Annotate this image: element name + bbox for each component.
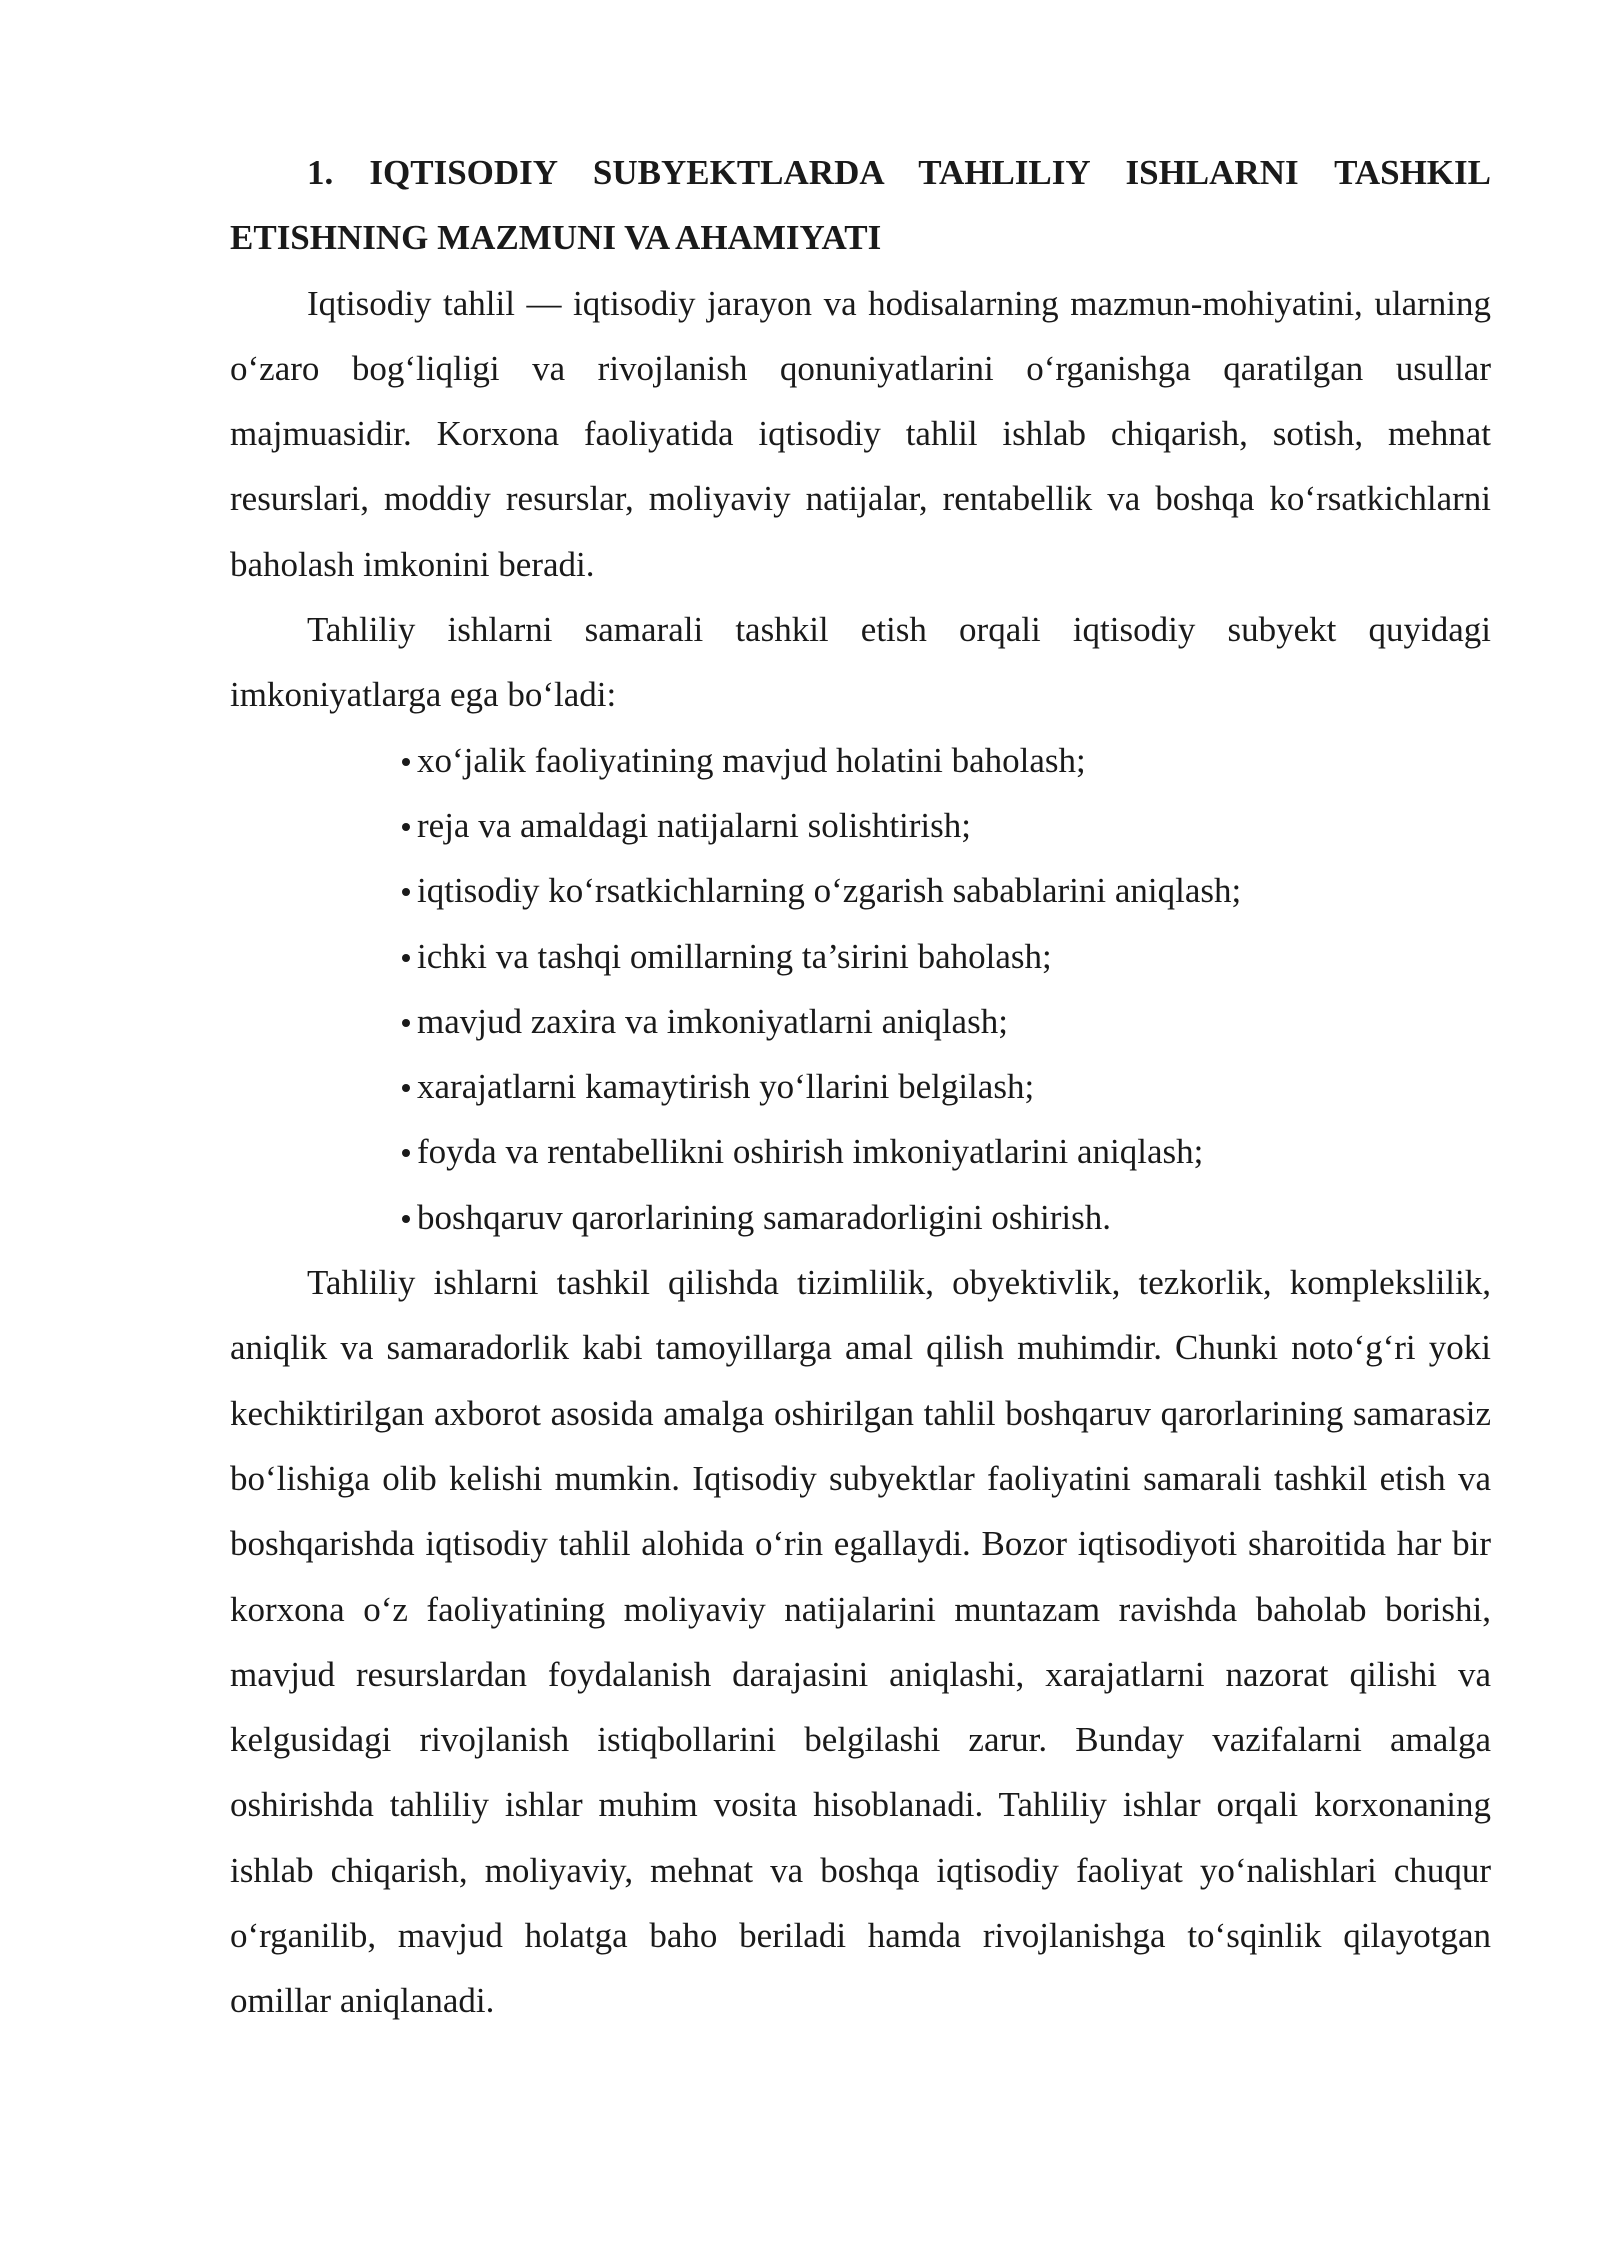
paragraph-intro-list: Tahliliy ishlarni samarali tashkil etish orqali iqtisodiy subyekt quyidagi imkoniyatlarga ega bo‘ladi: — [230, 610, 1491, 715]
bullet-icon — [402, 1019, 410, 1027]
list-item-text: ichki va tashqi omillarning ta’sirini baholash; — [417, 936, 1052, 976]
bullet-icon — [402, 954, 410, 962]
bullet-icon — [402, 1084, 410, 1092]
list-item — [402, 858, 1491, 923]
list-item-text: foyda va rentabellikni oshirish imkoniyatlarini aniqlash; — [417, 1132, 1204, 1172]
list-item-text: mavjud zaxira va imkoniyatlarni aniqlash; — [417, 1001, 1008, 1041]
list-item — [402, 924, 1491, 989]
list-item-text: xo‘jalik faoliyatining mavjud holatini baholash; — [417, 740, 1086, 780]
list-item-text: reja va amaldagi natijalarni solishtirish; — [417, 805, 972, 845]
bullet-icon — [402, 823, 410, 831]
bullet-icon — [402, 1149, 410, 1157]
list-item — [402, 1054, 1491, 1119]
bullet-icon — [402, 1215, 410, 1223]
bullet-icon — [402, 888, 410, 896]
list-item-text: iqtisodiy ko‘rsatkichlarning o‘zgarish sabablarini aniqlash; — [417, 871, 1242, 911]
paragraph-definition: Iqtisodiy tahlil — iqtisodiy jarayon va hodisalarning mazmun-mohiyatini, ularning o‘zaro bog‘liqligi va rivojlanish qonuniyatlarini o‘rganishga qaratilgan usullar majmuasidir. Korxona faoliyatida iqtisodiy tahlil ishlab chiqarish, sotish, mehnat resurslari, moddiy resurslar, moliyaviy natijalar, rentabellik va boshqa ko‘rsatkichlarni baholash imkonini beradi. — [230, 283, 1491, 584]
paragraph-principles: Tahliliy ishlarni tashkil qilishda tizimlilik, obyektivlik, tezkorlik, komplekslilik, aniqlik va samaradorlik kabi tamoyillarga amal qilish muhimdir. Chunki noto‘g‘ri yoki kechiktirilgan axborot asosida amalga oshirilgan tahlil boshqaruv qarorlarining samarasiz bo‘lishiga olib kelishi mumkin. Iqtisodiy subyektlar faoliyatini samarali tashkil etish va boshqarishda iqtisodiy tahlil alohida o‘rin egallaydi. Bozor iqtisodiyoti sharoitida har bir korxona o‘z faoliyatining moliyaviy natijalarini muntazam ravishda baholab borishi, mavjud resurslardan foydalanish darajasini aniqlashi, xarajatlarni nazorat qilishi va kelgusidagi rivojlanish istiqbollarini belgilashi zarur. Bunday vazifalarni amalga oshirishda tahliliy ishlar muhim vosita hisoblanadi. Tahliliy ishlar orqali korxonaning ishlab chiqarish, moliyaviy, mehnat va boshqa iqtisodiy faoliyat yo‘nalishlari chuqur o‘rganilib, mavjud holatga baho beriladi hamda rivojlanishga to‘sqinlik qilayotgan omillar aniqlanadi. — [230, 1263, 1491, 2021]
list-item-text: boshqaruv qarorlarining samaradorligini oshirish. — [417, 1197, 1112, 1237]
list-item — [402, 1119, 1491, 1184]
list-item — [402, 1185, 1491, 1250]
section-heading: 1. IQTISODIY SUBYEKTLARDA TAHLILIY ISHLARNI TASHKIL ETISHNING MAZMUNI VA AHAMIYATI — [230, 153, 1491, 258]
opportunities-list — [230, 728, 1491, 1250]
list-item — [402, 793, 1491, 858]
document-page — [230, 140, 1491, 2034]
list-item-text: xarajatlarni kamaytirish yo‘llarini belgilash; — [417, 1067, 1035, 1107]
bullet-icon — [402, 758, 410, 766]
list-item — [402, 989, 1491, 1054]
list-item — [402, 728, 1491, 793]
